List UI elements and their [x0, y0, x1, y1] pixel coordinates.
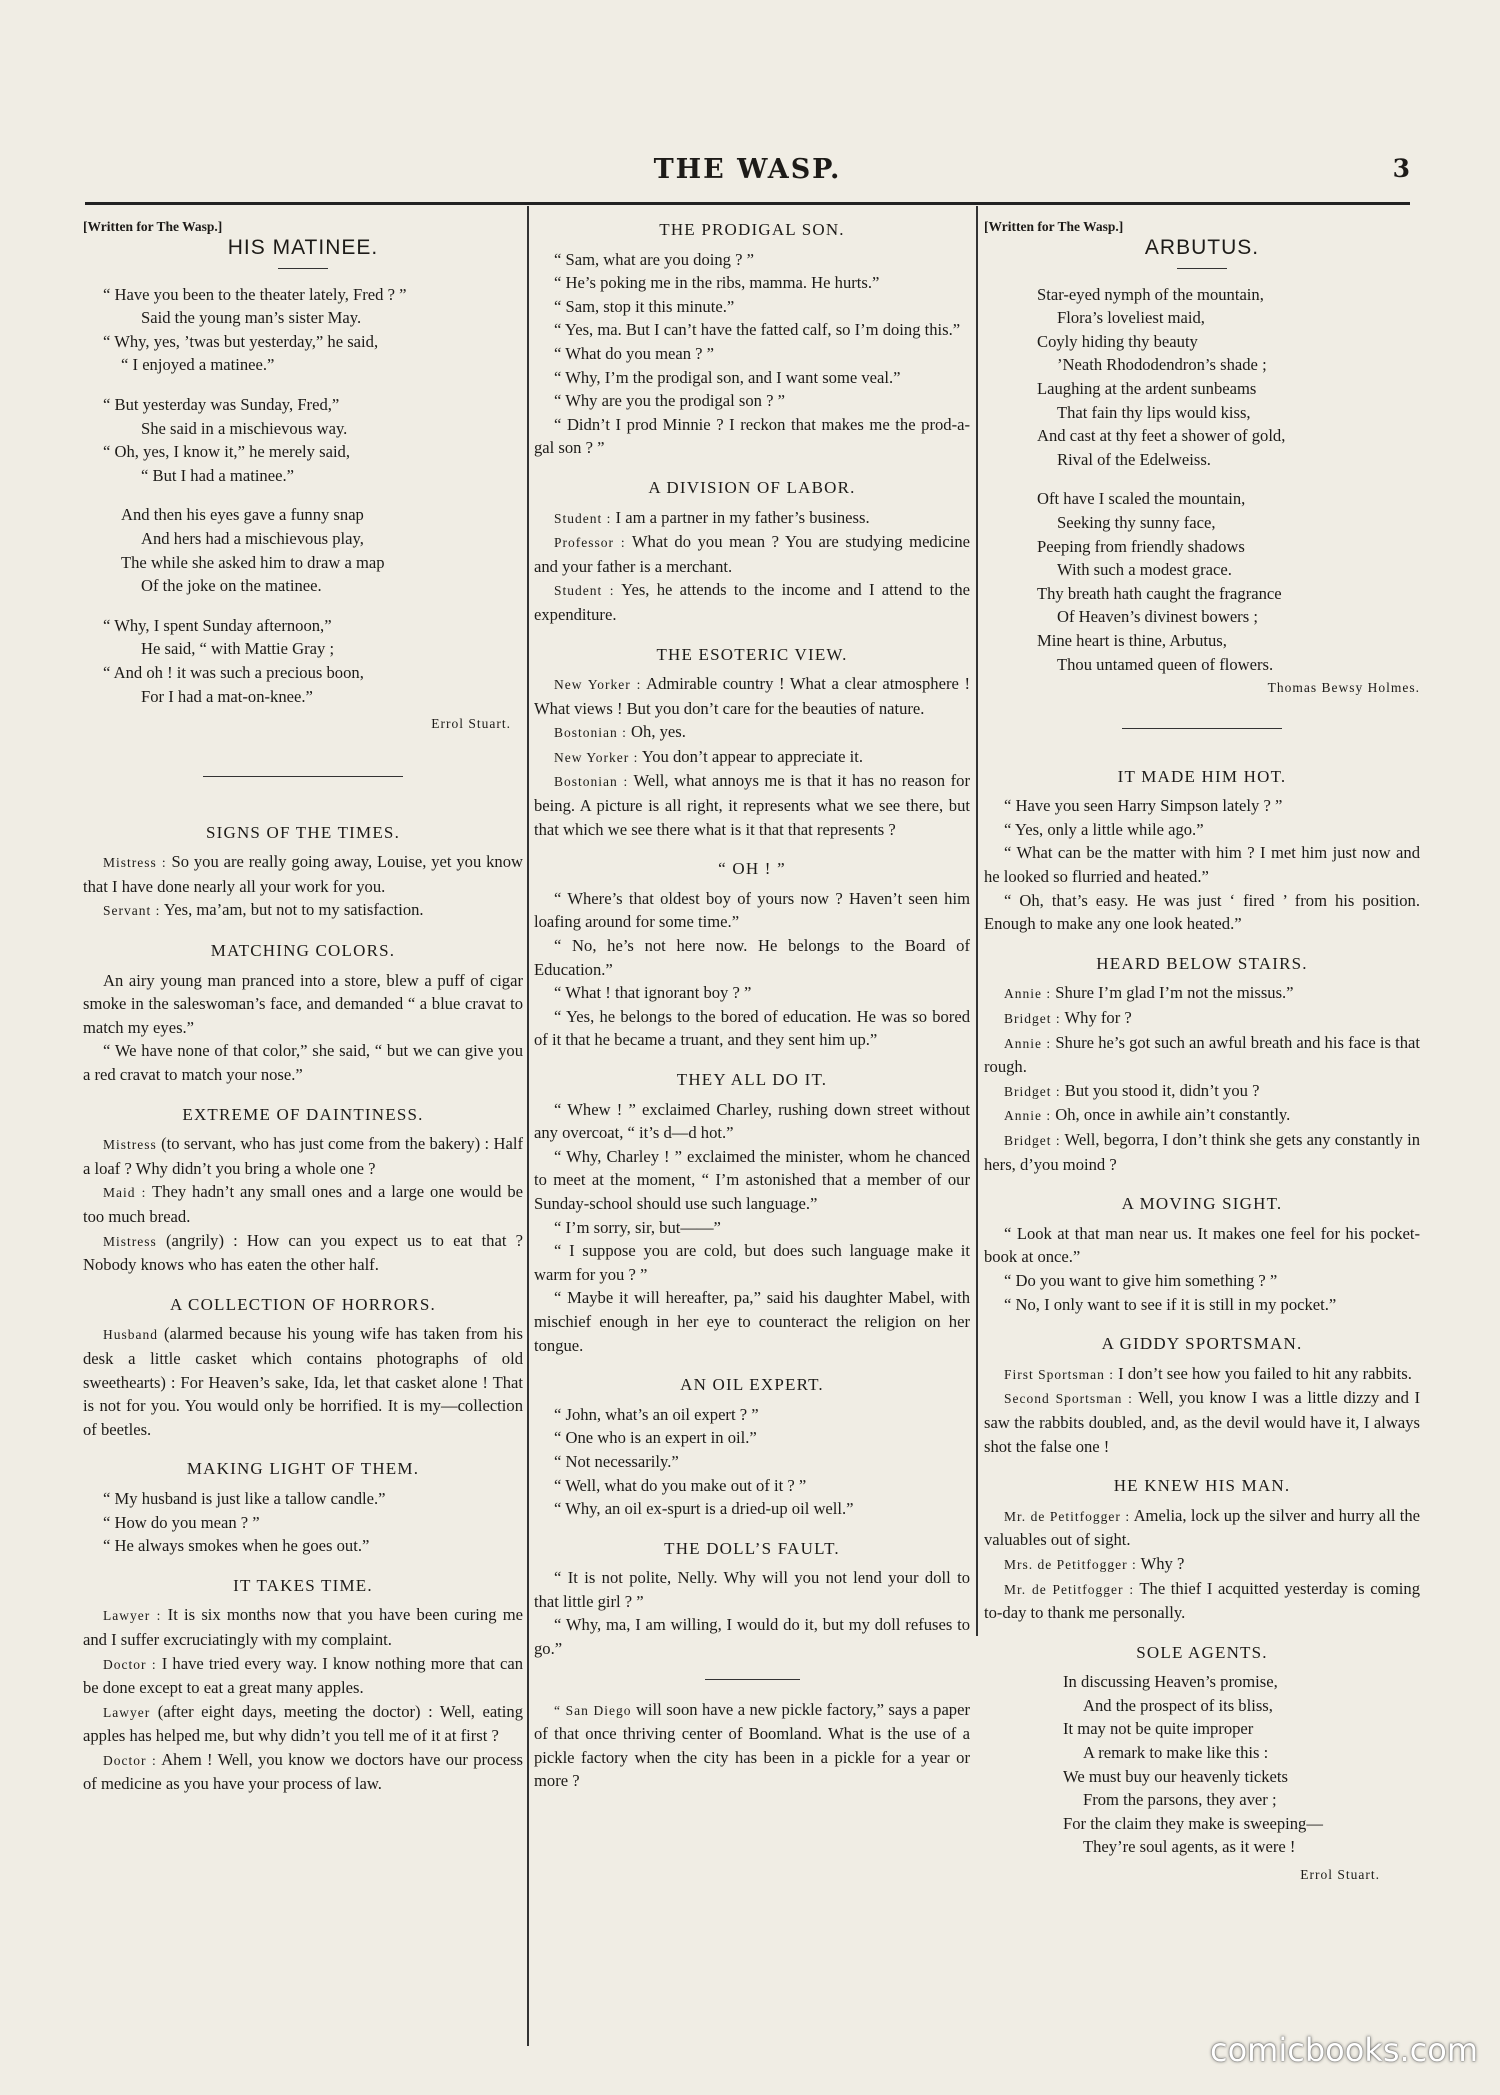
dialogue-line: Annie : Oh, once in awhile ain’t constantly. — [1004, 1105, 1291, 1125]
article-title: A GIDDY SPORTSMAN. — [1101, 1334, 1303, 1354]
article-title: THE DOLL’S FAULT. — [664, 1538, 840, 1558]
stanza — [83, 283, 523, 377]
paragraph: “ He always smokes when he goes out.” — [103, 1536, 370, 1556]
poem-line: “ But yesterday was Sunday, Fred,” — [103, 394, 340, 414]
paragraph: “ Not necessarily.” — [554, 1451, 679, 1471]
poem-line: ’Neath Rhododendron’s shade ; — [1057, 355, 1267, 375]
dialogue-line: Second Sportsman : Well, you know I was a little dizzy and I saw the rabbits doubled, and, as the devil would have it, I always shot the false one ! — [984, 1388, 1420, 1456]
dialogue-line: Mistress (to servant, who has just come from the bakery) : Half a loaf ? Why didn’t you bring a whole one ? — [83, 1134, 523, 1178]
poem-line: “ Why, yes, ’twas but yesterday,” he said, — [103, 331, 379, 351]
poem-line: And hers had a mischievous play, — [141, 528, 364, 548]
poem-line: “ Oh, yes, I know it,” he merely said, — [103, 442, 350, 462]
speaker: Mrs. de Petitfogger : — [1004, 1556, 1137, 1572]
poem-line: Laughing at the ardent sunbeams — [1037, 378, 1257, 398]
poem-line: From the parsons, they aver ; — [1083, 1790, 1277, 1810]
paragraph: “ Maybe it will hereafter, pa,” said his daughter Mabel, with mischief enough in her eye to counteract the religion on her tongue. — [534, 1288, 970, 1355]
article-title: MATCHING COLORS. — [210, 941, 396, 961]
poem-line: He said, “ with Mattie Gray ; — [141, 639, 335, 659]
paragraph: “ My husband is just like a tallow candle.” — [103, 1488, 386, 1508]
speaker: Mistress — [103, 1233, 157, 1249]
author-signature: Errol Stuart. — [431, 716, 511, 732]
poem-line: We must buy our heavenly tickets — [1063, 1766, 1288, 1786]
poem-line: They’re soul agents, as it were ! — [1083, 1837, 1296, 1857]
poem-line: Flora’s loveliest maid, — [1057, 308, 1205, 328]
paragraph: “ Have you seen Harry Simpson lately ? ” — [1004, 796, 1283, 816]
article-title: A COLLECTION OF HORRORS. — [170, 1294, 436, 1314]
poem-line: Mine heart is thine, Arbutus, — [1037, 630, 1227, 650]
article-title: A MOVING SIGHT. — [1121, 1194, 1283, 1214]
paragraph: “ How do you mean ? ” — [103, 1512, 260, 1532]
speaker: Maid : — [103, 1185, 147, 1201]
paragraph: “ Oh, that’s easy. He was just ‘ fired ’ from his position. Enough to make any one look heated.” — [984, 890, 1420, 934]
article-title: SOLE AGENTS. — [1136, 1642, 1268, 1662]
poem-line: And the prospect of its bliss, — [1083, 1695, 1273, 1715]
dialogue-line: Lawyer (after eight days, meeting the doctor) : Well, eating apples has helped me, but why didn’t you tell me of it at first ? — [83, 1701, 523, 1746]
dialogue-line: Maid : They hadn’t any small ones and a large one would be too much bread. — [83, 1182, 523, 1226]
poem-title: HIS MATINEE. — [83, 236, 523, 269]
poem-line: And then his eyes gave a funny snap — [121, 505, 364, 525]
site-watermark: comicbooks.com — [1209, 2031, 1478, 2069]
author-signature: Errol Stuart. — [1300, 1867, 1380, 1883]
dialogue-line: Doctor : I have tried every way. I know nothing more that can be done except to eat a great many apples. — [83, 1653, 523, 1698]
dialogue-line: Bostonian : Oh, yes. — [554, 722, 686, 742]
masthead-title: THE WASP. — [653, 154, 842, 185]
paragraph: “ Where’s that oldest boy of yours now ? Haven’t seen him loafing around for some time.” — [534, 888, 970, 932]
written-for-note: [Written for The Wasp.] — [984, 219, 1124, 234]
poem-line: Of the joke on the matinee. — [141, 576, 322, 596]
speaker: Bridget : — [1004, 1133, 1061, 1148]
paragraph: “ What can be the matter with him ? I met him just now and he looked so flurried and heated.” — [984, 843, 1420, 887]
paragraph: “ What ! that ignorant boy ? ” — [554, 983, 752, 1003]
stanza — [83, 503, 523, 597]
poem-line: For the claim they make is sweeping— — [1063, 1813, 1323, 1833]
dialogue-line: Annie : Shure he’s got such an awful breath and his face is that rough. — [984, 1032, 1420, 1077]
poem-line: With such a modest grace. — [1057, 560, 1232, 580]
article-title: IT TAKES TIME. — [233, 1575, 373, 1595]
column-2 — [534, 218, 970, 1793]
author-signature: Thomas Bewsy Holmes. — [1267, 680, 1420, 696]
written-for-note: [Written for The Wasp.] — [83, 219, 223, 234]
speaker: New Yorker : — [554, 677, 642, 693]
poem-line: It may not be quite improper — [1063, 1719, 1254, 1739]
dialogue-line: First Sportsman : I don’t see how you failed to hit any rabbits. — [1004, 1363, 1412, 1383]
speaker: Mistress : — [103, 855, 167, 871]
paragraph: An airy young man pranced into a store, blew a puff of cigar smoke in the saleswoman’s face, and demanded “ a blue cravat to match my eyes.” — [83, 970, 523, 1037]
article-title: EXTREME OF DAINTINESS. — [182, 1104, 424, 1124]
poem-line: “ And oh ! it was such a precious boon, — [103, 662, 364, 682]
column-divider — [527, 206, 529, 2046]
paragraph: “ No, I only want to see if it is still in my pocket.” — [1004, 1294, 1337, 1314]
dialogue-line: Mistress (angrily) : How can you expect us to eat that ? Nobody knows who has eaten the other half. — [83, 1230, 523, 1275]
paragraph: “ It is not polite, Nelly. Why will you not lend your doll to that little girl ? ” — [534, 1568, 970, 1611]
paragraph: “ San Diego will soon have a new pickle factory,” says a paper of that once thriving center of Boomland. What is the use of a pickle factory when the city has been in a pickle for a year or more ? — [534, 1699, 970, 1791]
poem-line: “ Why, I spent Sunday afternoon,” — [103, 615, 332, 635]
poem-line: Rival of the Edelweiss. — [1057, 449, 1211, 469]
stanza — [984, 487, 1420, 676]
paragraph: “ Whew ! ” exclaimed Charley, rushing down street without any overcoat, “ it’s d—d hot.” — [534, 1099, 970, 1143]
article-title: THE ESOTERIC VIEW. — [656, 644, 848, 664]
poem-line: And cast at thy feet a shower of gold, — [1037, 426, 1286, 446]
article-title: THEY ALL DO IT. — [676, 1070, 828, 1089]
paragraph: “ Well, what do you make out of it ? ” — [554, 1475, 807, 1495]
stanza — [984, 283, 1420, 472]
paragraph: “ He’s poking me in the ribs, mamma. He hurts.” — [554, 273, 880, 293]
article-title: THE PRODIGAL SON. — [659, 220, 845, 239]
poem-line: The while she asked him to draw a map — [121, 552, 385, 572]
poem-line: Thou untamed queen of flowers. — [1057, 654, 1274, 674]
poem-line: Peeping from friendly shadows — [1037, 536, 1245, 556]
dialogue-line: Servant : Yes, ma’am, but not to my satisfaction. — [103, 900, 424, 920]
dialogue-line: Bridget : But you stood it, didn’t you ? — [1004, 1080, 1260, 1100]
paragraph: “ Why, I’m the prodigal son, and I want some veal.” — [554, 367, 901, 387]
speaker: Mr. de Petitfogger : — [1004, 1581, 1135, 1597]
poem — [83, 283, 523, 709]
dialogue-line: Student : I am a partner in my father’s business. — [554, 507, 870, 527]
paragraph: “ Look at that man near us. It makes one feel for his pocket-book at once.” — [984, 1223, 1420, 1267]
dialogue-line: Professor : What do you mean ? You are studying medicine and your father is a merchant. — [534, 532, 970, 576]
article-title: AN OIL EXPERT. — [680, 1375, 824, 1395]
article-title: “ OH ! ” — [718, 859, 786, 879]
column-divider — [976, 206, 978, 1636]
dialogue-line: Mistress : So you are really going away, Louise, yet you know that I have done nearly all your work for you. — [83, 852, 523, 896]
speaker: Bridget : — [1004, 1083, 1061, 1099]
paragraph: “ Yes, only a little while ago.” — [1004, 819, 1204, 839]
poem-line: Said the young man’s sister May. — [141, 308, 362, 328]
poem-line: A remark to make like this : — [1083, 1743, 1269, 1763]
poem-line: “ But I had a matinee.” — [141, 465, 294, 485]
poem-line: That fain thy lips would kiss, — [1057, 402, 1251, 422]
dialogue-line: Annie : Shure I’m glad I’m not the missus.” — [1004, 983, 1294, 1003]
poem-line: Of Heaven’s divinest bowers ; — [1057, 607, 1258, 627]
article-title: IT MADE HIM HOT. — [1117, 766, 1287, 786]
paragraph: “ Why, an oil ex-spurt is a dried-up oil well.” — [554, 1499, 854, 1519]
paragraph: “ Why, ma, I am willing, I would do it, but my doll refuses to go.” — [534, 1615, 970, 1659]
section-separator — [203, 776, 403, 777]
paragraph: “ I’m sorry, sir, but——” — [554, 1217, 721, 1237]
paragraph: “ Why are you the prodigal son ? ” — [554, 391, 786, 411]
speaker: Bostonian : — [554, 725, 627, 741]
column-3 — [984, 218, 1420, 1887]
paragraph: “ No, he’s not here now. He belongs to the Board of Education.” — [534, 936, 970, 979]
speaker: Lawyer : — [103, 1608, 162, 1624]
article-title: HE KNEW HIS MAN. — [1113, 1476, 1291, 1496]
speaker: Professor : — [554, 535, 626, 551]
speaker: Annie : — [1004, 1108, 1052, 1124]
paragraph: “ Sam, what are you doing ? ” — [554, 249, 754, 269]
speaker: Servant : — [103, 903, 161, 919]
paragraph: “ Didn’t I prod Minnie ? I reckon that makes me the prod-a-gal son ? ” — [534, 414, 970, 458]
paragraph: “ Yes, ma. But I can’t have the fatted calf, so I’m doing this.” — [554, 320, 961, 340]
poem — [984, 283, 1420, 677]
paragraph: “ One who is an expert in oil.” — [554, 1428, 757, 1448]
paragraph: “ We have none of that color,” she said, “ but we can give you a red cravat to match your nose.” — [83, 1041, 523, 1085]
speaker: Doctor : — [103, 1656, 157, 1672]
poem-line: In discussing Heaven’s promise, — [1063, 1672, 1278, 1692]
speaker: Bostonian : — [554, 774, 629, 790]
poem-line: “ Have you been to the theater lately, Fred ? ” — [103, 284, 407, 304]
dialogue-line: Lawyer : It is six months now that you have been curing me and I suffer excruciatingly with my complaint. — [83, 1605, 523, 1649]
paragraph: “ Sam, stop it this minute.” — [554, 296, 735, 316]
lead-words: “ San Diego — [554, 1702, 632, 1718]
poem-line: Star-eyed nymph of the mountain, — [1037, 284, 1264, 304]
speaker: Mr. de Petitfogger : — [1004, 1508, 1131, 1524]
speaker: Mistress — [103, 1137, 157, 1153]
speaker: Student : — [554, 510, 612, 526]
speaker: Annie : — [1004, 1035, 1052, 1051]
paragraph: “ John, what’s an oil expert ? ” — [554, 1404, 759, 1424]
dialogue-line: Mrs. de Petitfogger : Why ? — [1004, 1553, 1185, 1573]
column-1 — [83, 218, 523, 1796]
poem-line: Seeking thy sunny face, — [1057, 512, 1216, 532]
speaker: Lawyer — [103, 1704, 151, 1720]
section-separator — [1122, 728, 1282, 729]
poem — [984, 1670, 1420, 1859]
stanza — [83, 393, 523, 487]
masthead-rule — [85, 202, 1410, 205]
speaker: Bridget : — [1004, 1011, 1061, 1027]
masthead — [85, 150, 1410, 206]
poem-line: “ I enjoyed a matinee.” — [121, 355, 275, 375]
article-title: MAKING LIGHT OF THEM. — [186, 1459, 420, 1479]
paragraph: “ Why, Charley ! ” exclaimed the minister, whom he chanced to meet at the moment, “ I’m astonished that a member of our Sunday-school should use such language.” — [534, 1146, 970, 1213]
poem-line: Thy breath hath caught the fragrance — [1037, 583, 1282, 603]
dialogue-line: Bridget : Why for ? — [1004, 1008, 1132, 1028]
article-title: SIGNS OF THE TIMES. — [205, 822, 401, 842]
dialogue-line: Mr. de Petitfogger : The thief I acquitted yesterday is coming to-day to thank me personally. — [984, 1578, 1420, 1623]
paragraph: “ Yes, he belongs to the bored of education. He was so bored of it that he became a truant, and they sent him up.” — [534, 1006, 970, 1050]
dialogue-line: New Yorker : You don’t appear to appreciate it. — [554, 746, 863, 766]
poem-line: For I had a mat-on-knee.” — [141, 686, 313, 706]
poem-title: ARBUTUS. — [984, 236, 1420, 269]
poem-line: Oft have I scaled the mountain, — [1037, 489, 1246, 509]
dialogue-line: Husband (alarmed because his young wife has taken from his desk a little casket which contains photographs of old sweethearts) : For Heaven’s sake, Ida, let that casket alone ! That is not for you. You would only be horrified. It is my—collection of beetles. — [83, 1324, 523, 1439]
dialogue-line: New Yorker : Admirable country ! What a clear atmosphere ! What views ! But you don’t care for the beauties of nature. — [534, 674, 970, 718]
speaker: Husband — [103, 1327, 158, 1343]
paragraph: “ What do you mean ? ” — [554, 343, 715, 363]
speaker: Second Sportsman : — [1004, 1391, 1133, 1407]
paragraph: “ I suppose you are cold, but does such language make it warm for you ? ” — [534, 1241, 970, 1284]
speaker: New Yorker : — [554, 749, 639, 765]
dialogue-line: Bridget : Well, begorra, I don’t think she gets any constantly in hers, d’you moind ? — [984, 1130, 1420, 1174]
section-separator — [705, 1679, 800, 1680]
dialogue-line: Doctor : Ahem ! Well, you know we doctors have our process of medicine as you have your process of law. — [83, 1749, 523, 1794]
dialogue-line: Bostonian : Well, what annoys me is that it has no reason for being. A picture is all right, it represents what we see there, but that which we see there what is it that that represents ? — [534, 771, 970, 839]
speaker: First Sportsman : — [1004, 1366, 1115, 1382]
speaker: Annie : — [1004, 986, 1052, 1002]
page-number: 3 — [1392, 154, 1410, 183]
poem-line: Coyly hiding thy beauty — [1037, 331, 1198, 351]
speaker: Student : — [554, 583, 615, 599]
paragraph: “ Do you want to give him something ? ” — [1004, 1270, 1278, 1290]
speaker: Doctor : — [103, 1752, 157, 1768]
article-title: HEARD BELOW STAIRS. — [1096, 953, 1308, 973]
stanza — [83, 614, 523, 708]
dialogue-line: Mr. de Petitfogger : Amelia, lock up the silver and hurry all the valuables out of sight. — [984, 1505, 1421, 1550]
poem-line: She said in a mischievous way. — [141, 418, 348, 438]
dialogue-line: Student : Yes, he attends to the income and I attend to the expenditure. — [534, 580, 970, 624]
article-title: A DIVISION OF LABOR. — [648, 477, 856, 497]
